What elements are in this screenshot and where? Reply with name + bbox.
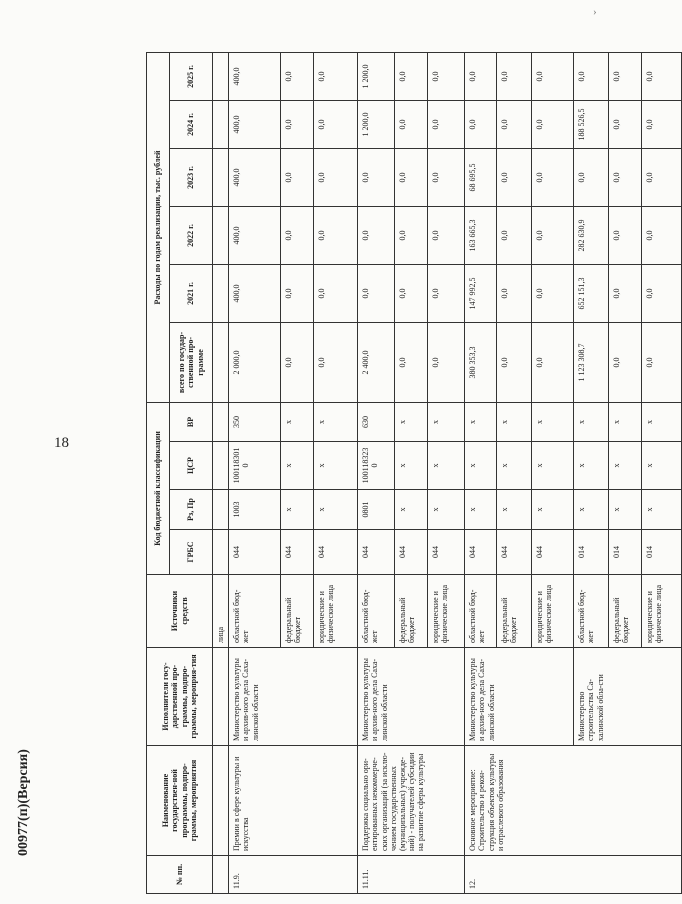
row-number: 11.11. [358, 856, 465, 894]
source-cell: областной бюд-жет [229, 575, 281, 648]
year-2025-cell: 0,0 [395, 52, 428, 100]
csr-cell: х [497, 442, 532, 490]
year-2022-cell: 400,0 [229, 206, 281, 264]
col-header-source: Источники средств [147, 575, 213, 648]
grbs-cell: 044 [314, 530, 358, 575]
total-cell: 0,0 [314, 322, 358, 402]
year-2023-cell: 0,0 [532, 148, 574, 206]
year-2024-cell: 0,0 [497, 100, 532, 148]
year-2025-cell: 0,0 [574, 52, 609, 100]
year-2022-cell: 0,0 [281, 206, 314, 264]
rzpr-cell: х [465, 490, 497, 530]
year-2024-cell: 0,0 [395, 100, 428, 148]
total-cell: 380 353,3 [465, 322, 497, 402]
total-cell: 0,0 [395, 322, 428, 402]
rzpr-cell: х [314, 490, 358, 530]
col-header-rzpr: Рз, Пр [170, 490, 213, 530]
year-2021-cell: 0,0 [281, 264, 314, 322]
year-2025-cell: 0,0 [465, 52, 497, 100]
year-2024-cell: 0,0 [281, 100, 314, 148]
vr-cell: х [395, 402, 428, 441]
year-2021-cell: 0,0 [532, 264, 574, 322]
csr-cell: х [428, 442, 465, 490]
vr-cell: х [609, 402, 642, 441]
total-cell: 0,0 [497, 322, 532, 402]
source-cell: областной бюд-жет [574, 575, 609, 648]
grbs-cell: 044 [532, 530, 574, 575]
year-2024-cell: 1 200,0 [358, 100, 395, 148]
source-cell: областной бюд-жет [465, 575, 497, 648]
grbs-cell: 044 [229, 530, 281, 575]
year-2023-cell: 0,0 [358, 148, 395, 206]
budget-table-rotated [146, 55, 664, 894]
budget-table [146, 52, 682, 894]
total-cell: 2 400,0 [358, 322, 395, 402]
year-2023-cell: 0,0 [642, 148, 682, 206]
vr-cell: х [642, 402, 682, 441]
executor-cell: Министерство культуры и архив-ного дела Саха-линской области [465, 648, 574, 746]
csr-cell: х [574, 442, 609, 490]
grbs-cell: 014 [609, 530, 642, 575]
row-number: 12. [465, 856, 682, 894]
year-2022-cell: 0,0 [314, 206, 358, 264]
rzpr-cell: х [609, 490, 642, 530]
total-cell: 2 000,0 [229, 322, 281, 402]
csr-cell: х [395, 442, 428, 490]
executor-cell: Министерство строительства Са-халинской обла-сти [574, 648, 682, 746]
col-header-no: № пп. [147, 856, 213, 894]
rzpr-cell: х [395, 490, 428, 530]
csr-cell: х [465, 442, 497, 490]
year-2021-cell: 0,0 [358, 264, 395, 322]
year-2022-cell: 0,0 [428, 206, 465, 264]
year-2023-cell: 400,0 [229, 148, 281, 206]
year-2022-cell: 282 630,9 [574, 206, 609, 264]
year-2024-cell: 188 526,5 [574, 100, 609, 148]
activity-name: Основное мероприятие: Строительство и рекон-струкция объектов культуры и отраслевого образования [465, 746, 682, 856]
year-2023-cell: 0,0 [395, 148, 428, 206]
source-cell: юридические и физические лица [428, 575, 465, 648]
rzpr-cell: х [532, 490, 574, 530]
table-row [465, 52, 497, 893]
year-2024-cell: 0,0 [609, 100, 642, 148]
total-cell: 1 123 308,7 [574, 322, 609, 402]
year-2023-cell: 0,0 [574, 148, 609, 206]
vr-cell: х [497, 402, 532, 441]
total-cell: 0,0 [281, 322, 314, 402]
year-2022-cell: 0,0 [642, 206, 682, 264]
year-2025-cell: 0,0 [281, 52, 314, 100]
page-number: 18 [54, 435, 69, 451]
year-2021-cell: 0,0 [314, 264, 358, 322]
col-header-expenses: Расходы по годам реализации, тыс. рублей [147, 52, 170, 402]
col-header-vr: ВР [170, 402, 213, 441]
vr-cell: х [465, 402, 497, 441]
year-2021-cell: 0,0 [642, 264, 682, 322]
grbs-cell: 044 [465, 530, 497, 575]
col-header-total: всего по государ-ственной про-грамме [170, 322, 213, 402]
vr-cell: х [532, 402, 574, 441]
year-2025-cell: 0,0 [642, 52, 682, 100]
csr-cell: х [532, 442, 574, 490]
csr-cell: х [609, 442, 642, 490]
year-2025-cell: 0,0 [314, 52, 358, 100]
vr-cell: х [281, 402, 314, 441]
rzpr-cell: 0801 [358, 490, 395, 530]
vr-cell: х [428, 402, 465, 441]
rzpr-cell: х [642, 490, 682, 530]
year-2025-cell: 0,0 [609, 52, 642, 100]
year-2025-cell: 1 200,0 [358, 52, 395, 100]
col-header-2023: 2023 г. [170, 148, 213, 206]
col-header-2025: 2025 г. [170, 52, 213, 100]
table-row [229, 52, 281, 893]
activity-name: Поддержка социально ори-ентированных некоммерче-ских организаций (за исклю-чением государственных (муниципальных) учрежде-ний) - получателей субсидии на развитие сферы культуры [358, 746, 465, 856]
year-2022-cell: 0,0 [497, 206, 532, 264]
year-2023-cell: 0,0 [428, 148, 465, 206]
year-2025-cell: 0,0 [497, 52, 532, 100]
year-2022-cell: 163 665,3 [465, 206, 497, 264]
csr-cell: х [281, 442, 314, 490]
scan-mark: › [593, 6, 597, 18]
total-cell: 0,0 [642, 322, 682, 402]
vr-cell: х [314, 402, 358, 441]
csr-cell: 1001183230 [358, 442, 395, 490]
year-2025-cell: 0,0 [428, 52, 465, 100]
rzpr-cell: х [574, 490, 609, 530]
year-2024-cell: 400,0 [229, 100, 281, 148]
year-2024-cell: 0,0 [314, 100, 358, 148]
year-2023-cell: 0,0 [314, 148, 358, 206]
col-header-csr: ЦСР [170, 442, 213, 490]
source-cell: юридические и физические лица [532, 575, 574, 648]
year-2023-cell: 0,0 [609, 148, 642, 206]
year-2022-cell: 0,0 [358, 206, 395, 264]
rzpr-cell: х [428, 490, 465, 530]
col-header-2024: 2024 г. [170, 100, 213, 148]
year-2023-cell: 0,0 [281, 148, 314, 206]
grbs-cell: 044 [428, 530, 465, 575]
rzpr-cell: 1003 [229, 490, 281, 530]
year-2024-cell: 0,0 [642, 100, 682, 148]
csr-cell: х [642, 442, 682, 490]
source-cell: лица [213, 575, 229, 648]
table-row-continuation [213, 52, 229, 893]
year-2021-cell: 652 151,3 [574, 264, 609, 322]
grbs-cell: 014 [642, 530, 682, 575]
year-2021-cell: 0,0 [609, 264, 642, 322]
col-header-executor: Исполнители госу-дарственной про-граммы, подпро-граммы, мероприя-тия [147, 648, 213, 746]
source-cell: федеральный бюджет [395, 575, 428, 648]
total-cell: 0,0 [532, 322, 574, 402]
year-2021-cell: 0,0 [395, 264, 428, 322]
source-cell: юридические и физические лица [642, 575, 682, 648]
year-2021-cell: 0,0 [497, 264, 532, 322]
footer-code: 00977(п)(Версия) [16, 749, 31, 856]
source-cell: федеральный бюджет [281, 575, 314, 648]
source-cell: областной бюд-жет [358, 575, 395, 648]
grbs-cell: 014 [574, 530, 609, 575]
source-cell: федеральный бюджет [609, 575, 642, 648]
grbs-cell: 044 [395, 530, 428, 575]
activity-name: Премии в сфере культуры и искусства [229, 746, 358, 856]
col-header-kbk: Код бюджетной классификации [147, 402, 170, 574]
year-2021-cell: 147 992,5 [465, 264, 497, 322]
year-2022-cell: 0,0 [395, 206, 428, 264]
grbs-cell: 044 [281, 530, 314, 575]
grbs-cell: 044 [358, 530, 395, 575]
csr-cell: х [314, 442, 358, 490]
year-2024-cell: 0,0 [465, 100, 497, 148]
csr-cell: 1001183010 [229, 442, 281, 490]
grbs-cell: 044 [497, 530, 532, 575]
executor-cell: Министерство культуры и архив-ного дела Саха-линской области [229, 648, 358, 746]
rzpr-cell: х [281, 490, 314, 530]
year-2023-cell: 0,0 [497, 148, 532, 206]
year-2021-cell: 400,0 [229, 264, 281, 322]
source-cell: федеральный бюджет [497, 575, 532, 648]
executor-cell: Министерство культуры и архив-ного дела Саха-линской области [358, 648, 465, 746]
year-2022-cell: 0,0 [609, 206, 642, 264]
vr-cell: х [574, 402, 609, 441]
year-2023-cell: 68 695,5 [465, 148, 497, 206]
year-2024-cell: 0,0 [532, 100, 574, 148]
table-row [358, 52, 395, 893]
year-2022-cell: 0,0 [532, 206, 574, 264]
col-header-grbs: ГРБС [170, 530, 213, 575]
total-cell: 0,0 [609, 322, 642, 402]
year-2021-cell: 0,0 [428, 264, 465, 322]
rzpr-cell: х [497, 490, 532, 530]
col-header-2022: 2022 г. [170, 206, 213, 264]
year-2025-cell: 0,0 [532, 52, 574, 100]
col-header-2021: 2021 г. [170, 264, 213, 322]
vr-cell: 630 [358, 402, 395, 441]
year-2025-cell: 400,0 [229, 52, 281, 100]
total-cell: 0,0 [428, 322, 465, 402]
col-header-name: Наименование государствен-ной программы, подпро-граммы, мероприятия [147, 746, 213, 856]
year-2024-cell: 0,0 [428, 100, 465, 148]
source-cell: юридические и физические лица [314, 575, 358, 648]
vr-cell: 350 [229, 402, 281, 441]
row-number: 11.9. [229, 856, 358, 894]
